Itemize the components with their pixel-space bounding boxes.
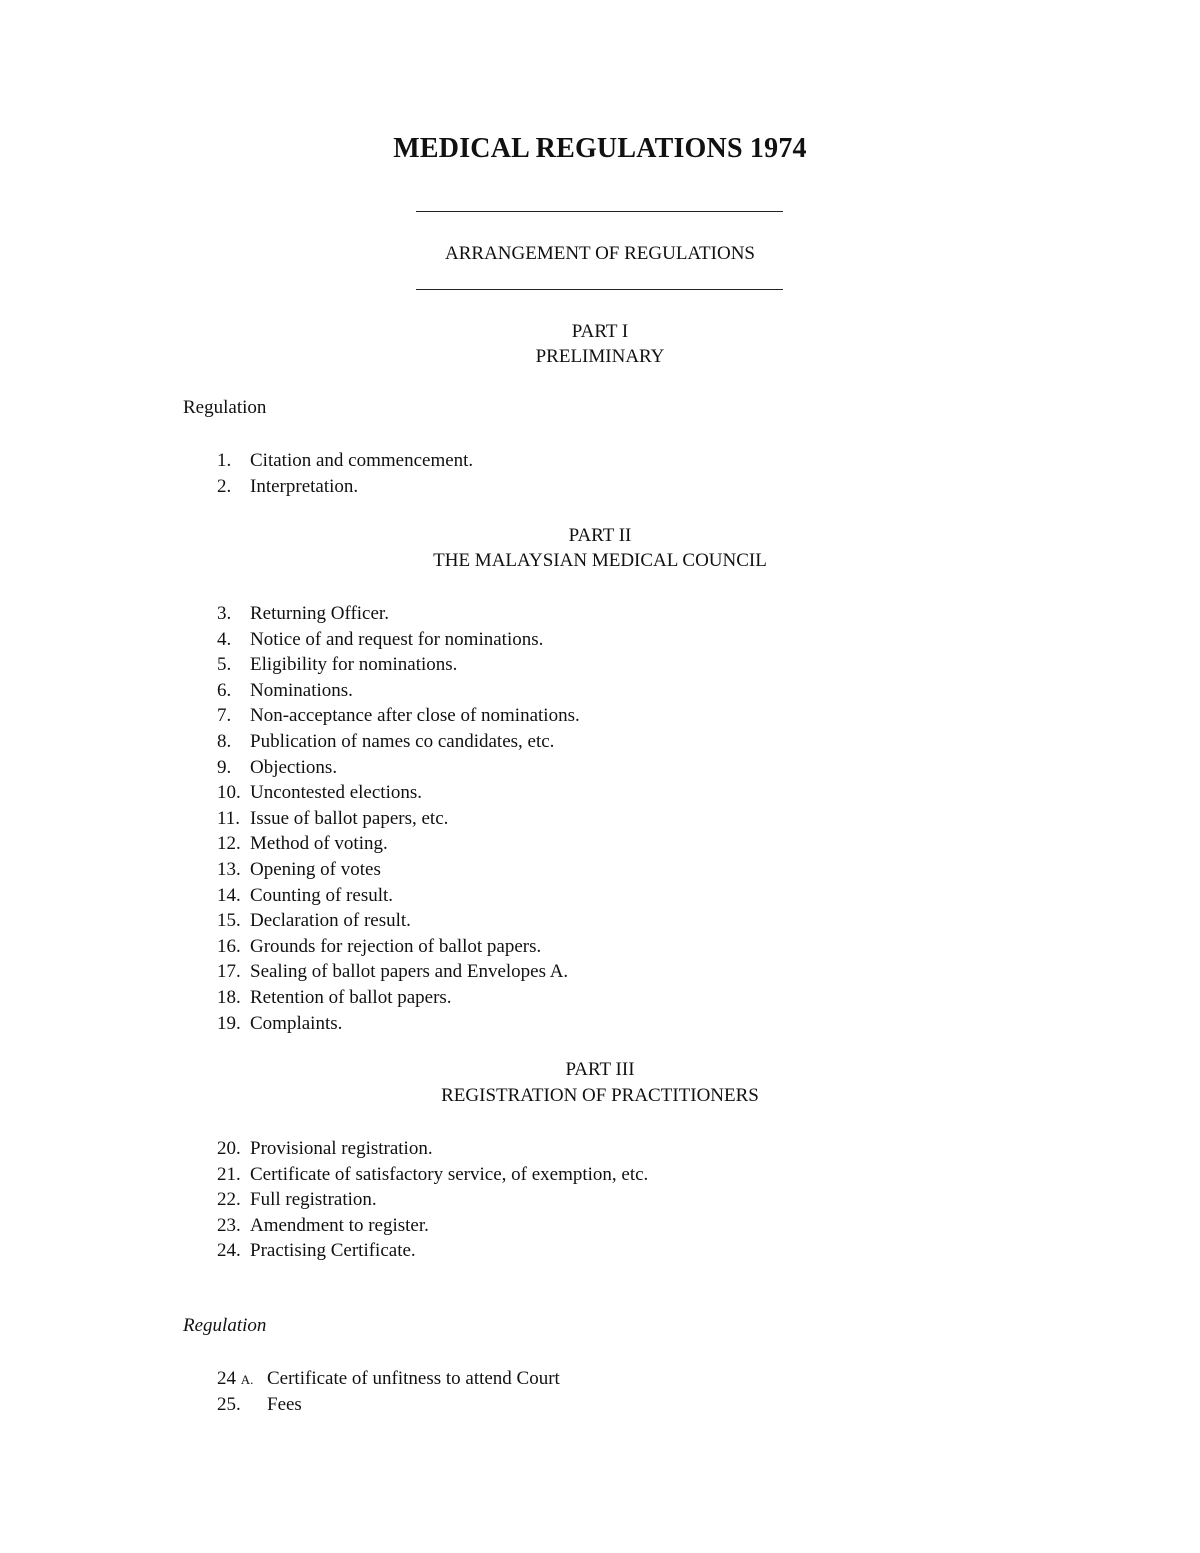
item-number: 23. bbox=[217, 1214, 241, 1236]
regulation-column-label-continued: Regulation bbox=[183, 1315, 267, 1336]
item-text: Certificate of unfitness to attend Court bbox=[267, 1368, 560, 1389]
list-item bbox=[217, 1392, 302, 1417]
item-text: Counting of result. bbox=[250, 884, 394, 906]
list-item bbox=[217, 806, 448, 831]
item-number: 10. bbox=[217, 782, 241, 804]
item-number: 18. bbox=[217, 987, 241, 1008]
part-2-title: THE MALAYSIAN MEDICAL COUNCIL bbox=[433, 550, 767, 571]
item-text: Non-acceptance after close of nominations. bbox=[250, 705, 580, 727]
list-item bbox=[217, 831, 388, 856]
item-text: Objections. bbox=[250, 756, 338, 778]
item-number: 8. bbox=[217, 731, 232, 752]
list-item bbox=[217, 1011, 342, 1036]
item-number: 15. bbox=[217, 910, 241, 932]
item-number: 12. bbox=[217, 833, 241, 855]
arrangement-heading: ARRANGEMENT OF REGULATIONS bbox=[445, 243, 755, 264]
list-item bbox=[217, 857, 381, 882]
part-1-title: PRELIMINARY bbox=[535, 346, 665, 367]
list-item bbox=[217, 1366, 560, 1391]
item-text: Complaints. bbox=[250, 1012, 343, 1034]
item-text: Practising Certificate. bbox=[250, 1240, 416, 1262]
top-rule bbox=[416, 211, 783, 212]
item-text: Retention of ballot papers. bbox=[250, 987, 452, 1008]
page-title: MEDICAL REGULATIONS 1974 bbox=[393, 133, 807, 164]
item-number: 19. bbox=[217, 1012, 241, 1034]
item-text: Amendment to register. bbox=[250, 1214, 429, 1236]
item-text: Notice of and request for nominations. bbox=[250, 628, 544, 650]
item-number: 16. bbox=[217, 935, 241, 957]
item-text: Sealing of ballot papers and Envelopes A. bbox=[250, 961, 569, 983]
list-item bbox=[217, 934, 541, 959]
item-text: Publication of names co candidates, etc. bbox=[250, 731, 555, 752]
item-text: Citation and commencement. bbox=[250, 450, 474, 471]
item-text: Opening of votes bbox=[250, 859, 381, 880]
item-text: Uncontested elections. bbox=[250, 782, 423, 804]
list-item bbox=[217, 1136, 433, 1161]
item-number: 17. bbox=[217, 961, 241, 983]
list-item bbox=[217, 474, 358, 499]
item-text: Full registration. bbox=[250, 1189, 377, 1211]
list-item bbox=[217, 678, 353, 703]
part-3-label: PART III bbox=[565, 1059, 635, 1080]
item-text: Provisional registration. bbox=[250, 1138, 433, 1159]
item-text: Method of voting. bbox=[250, 833, 388, 855]
list-item bbox=[217, 1187, 377, 1212]
list-item bbox=[217, 1213, 429, 1238]
item-text: Fees bbox=[267, 1394, 302, 1415]
item-number: 24 A. bbox=[217, 1368, 254, 1389]
item-number: 24. bbox=[217, 1240, 241, 1262]
item-number: 6. bbox=[217, 679, 232, 701]
item-number: 25. bbox=[217, 1394, 241, 1415]
list-item bbox=[217, 448, 473, 473]
list-item bbox=[217, 729, 554, 754]
list-item bbox=[217, 627, 543, 652]
part-2-label: PART II bbox=[568, 525, 632, 546]
item-number: 7. bbox=[217, 705, 232, 727]
item-number: 13. bbox=[217, 859, 241, 880]
item-text: Issue of ballot papers, etc. bbox=[250, 807, 449, 829]
item-text: Nominations. bbox=[250, 679, 353, 701]
item-number: 21. bbox=[217, 1163, 241, 1185]
item-number: 14. bbox=[217, 884, 241, 906]
list-item bbox=[217, 755, 337, 780]
list-item bbox=[217, 1238, 416, 1263]
list-item bbox=[217, 652, 457, 677]
item-text: Declaration of result. bbox=[250, 910, 411, 932]
list-item bbox=[217, 703, 580, 728]
item-text: Eligibility for nominations. bbox=[250, 654, 458, 676]
part-1-label: PART I bbox=[571, 321, 629, 342]
item-number: 2. bbox=[217, 476, 232, 497]
item-number: 5. bbox=[217, 654, 232, 676]
item-text: Certificate of satisfactory service, of exemption, etc. bbox=[250, 1163, 649, 1185]
item-text: Interpretation. bbox=[250, 476, 359, 497]
list-item bbox=[217, 1162, 648, 1187]
item-number: 3. bbox=[217, 603, 232, 624]
bottom-rule bbox=[416, 289, 783, 290]
item-number: 22. bbox=[217, 1189, 241, 1211]
item-number: 11. bbox=[217, 807, 241, 829]
list-item bbox=[217, 959, 568, 984]
list-item bbox=[217, 883, 393, 908]
list-item bbox=[217, 780, 422, 805]
item-number: 4. bbox=[217, 628, 232, 650]
item-number: 20. bbox=[217, 1138, 241, 1159]
list-item bbox=[217, 985, 452, 1010]
part-3-title: REGISTRATION OF PRACTITIONERS bbox=[441, 1085, 759, 1106]
item-number: 1. bbox=[217, 450, 232, 471]
list-item bbox=[217, 601, 389, 626]
list-item bbox=[217, 908, 411, 933]
item-number: 9. bbox=[217, 756, 232, 778]
regulation-column-label: Regulation bbox=[183, 397, 267, 418]
item-text: Grounds for rejection of ballot papers. bbox=[250, 935, 542, 957]
item-text: Returning Officer. bbox=[250, 603, 389, 624]
